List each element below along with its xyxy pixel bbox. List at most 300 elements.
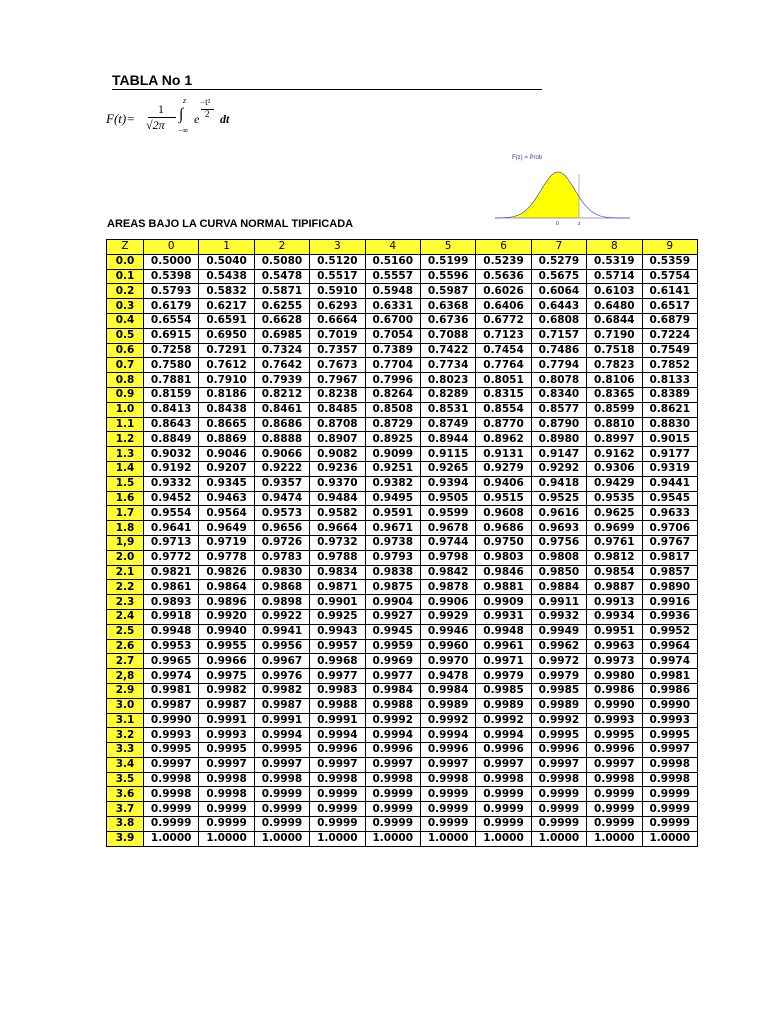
table-cell: 0.8962 <box>476 432 531 447</box>
table-cell: 0.9706 <box>642 521 697 536</box>
table-cell: 0.9994 <box>476 728 531 743</box>
row-z-value: 2.4 <box>107 609 144 624</box>
column-header-9: 9 <box>642 240 697 255</box>
table-cell: 0.9980 <box>587 669 642 684</box>
table-cell: 0.9996 <box>310 743 365 758</box>
table-cell: 0.9997 <box>365 757 420 772</box>
table-cell: 0.9998 <box>587 772 642 787</box>
row-z-value: 1.1 <box>107 417 144 432</box>
table-cell: 0.9998 <box>476 772 531 787</box>
table-cell: 0.9099 <box>365 447 420 462</box>
table-cell: 0.9952 <box>642 624 697 639</box>
table-cell: 0.9999 <box>420 787 475 802</box>
table-cell: 0.9015 <box>642 432 697 447</box>
table-cell: 0.9948 <box>144 624 199 639</box>
table-cell: 0.9995 <box>642 728 697 743</box>
table-row <box>107 447 698 462</box>
table-cell: 0.9999 <box>642 802 697 817</box>
table-cell: 0.5948 <box>365 284 420 299</box>
row-z-value: 3.3 <box>107 743 144 758</box>
table-cell: 0.9916 <box>642 595 697 610</box>
table-cell: 0.6443 <box>531 299 586 314</box>
row-z-value: 3.7 <box>107 802 144 817</box>
table-cell: 0.9990 <box>144 713 199 728</box>
table-cell: 0.9998 <box>254 772 309 787</box>
table-cell: 0.9969 <box>365 654 420 669</box>
table-cell: 0.9998 <box>365 772 420 787</box>
table-cell: 0.9554 <box>144 506 199 521</box>
table-cell: 0.9996 <box>476 743 531 758</box>
table-cell: 0.9999 <box>144 802 199 817</box>
table-cell: 0.9474 <box>254 491 309 506</box>
table-cell: 0.9985 <box>531 683 586 698</box>
table-cell: 0.9982 <box>199 683 254 698</box>
table-cell: 0.7224 <box>642 328 697 343</box>
table-cell: 0.9964 <box>642 639 697 654</box>
table-cell: 0.9625 <box>587 506 642 521</box>
table-cell: 0.9854 <box>587 565 642 580</box>
table-cell: 0.9306 <box>587 461 642 476</box>
table-cell: 0.9994 <box>310 728 365 743</box>
table-cell: 0.7518 <box>587 343 642 358</box>
table-cell: 0.8212 <box>254 387 309 402</box>
table-cell: 0.9525 <box>531 491 586 506</box>
table-cell: 0.9993 <box>642 713 697 728</box>
table-cell: 0.9991 <box>199 713 254 728</box>
table-cell: 0.9573 <box>254 506 309 521</box>
table-cell: 0.9968 <box>310 654 365 669</box>
table-cell: 0.9999 <box>420 802 475 817</box>
table-cell: 0.9887 <box>587 580 642 595</box>
table-cell: 0.9989 <box>476 698 531 713</box>
table-cell: 0.9999 <box>587 802 642 817</box>
table-cell: 0.9999 <box>587 817 642 832</box>
table-cell: 0.9929 <box>420 609 475 624</box>
table-cell: 0.9999 <box>310 802 365 817</box>
table-cell: 0.8186 <box>199 387 254 402</box>
table-cell: 0.9970 <box>420 654 475 669</box>
table-cell: 0.9920 <box>199 609 254 624</box>
table-cell: 0.6879 <box>642 313 697 328</box>
table-cell: 0.6406 <box>476 299 531 314</box>
table-cell: 0.9967 <box>254 654 309 669</box>
table-cell: 0.7324 <box>254 343 309 358</box>
table-cell: 0.9878 <box>420 580 475 595</box>
table-cell: 0.9868 <box>254 580 309 595</box>
table-cell: 0.9817 <box>642 550 697 565</box>
table-row <box>107 757 698 772</box>
table-cell: 0.5319 <box>587 254 642 269</box>
table-cell: 1.0000 <box>144 831 199 846</box>
table-cell: 0.7123 <box>476 328 531 343</box>
table-cell: 0.8078 <box>531 373 586 388</box>
table-cell: 0.9999 <box>365 817 420 832</box>
column-header-6: 6 <box>476 240 531 255</box>
table-cell: 0.9999 <box>587 787 642 802</box>
table-cell: 0.5000 <box>144 254 199 269</box>
table-cell: 0.7580 <box>144 358 199 373</box>
table-cell: 1.0000 <box>476 831 531 846</box>
table-cell: 0.7764 <box>476 358 531 373</box>
table-cell: 0.9931 <box>476 609 531 624</box>
table-cell: 0.9767 <box>642 535 697 550</box>
table-cell: 0.6700 <box>365 313 420 328</box>
table-cell: 0.9927 <box>365 609 420 624</box>
table-cell: 0.6554 <box>144 313 199 328</box>
table-row <box>107 565 698 580</box>
formula-differential: dt <box>220 112 230 126</box>
table-cell: 0.5080 <box>254 254 309 269</box>
table-cell: 0.7157 <box>531 328 586 343</box>
table-cell: 0.9963 <box>587 639 642 654</box>
table-cell: 0.9996 <box>587 743 642 758</box>
table-cell: 0.9999 <box>420 817 475 832</box>
table-cell: 0.8106 <box>587 373 642 388</box>
table-cell: 0.9699 <box>587 521 642 536</box>
formula-base: e <box>194 112 200 126</box>
formula-exponent-denominator: 2 <box>205 109 210 119</box>
table-cell: 0.9971 <box>476 654 531 669</box>
table-cell: 0.9999 <box>642 817 697 832</box>
table-cell: 0.9671 <box>365 521 420 536</box>
table-cell: 0.5557 <box>365 269 420 284</box>
table-cell: 0.8340 <box>531 387 586 402</box>
table-cell: 0.7823 <box>587 358 642 373</box>
table-cell: 0.9236 <box>310 461 365 476</box>
table-cell: 0.9192 <box>144 461 199 476</box>
table-cell: 0.9999 <box>144 817 199 832</box>
table-row <box>107 299 698 314</box>
table-cell: 0.7910 <box>199 373 254 388</box>
table-cell: 0.6179 <box>144 299 199 314</box>
table-cell: 0.9993 <box>199 728 254 743</box>
table-cell: 0.9996 <box>365 743 420 758</box>
table-cell: 0.8508 <box>365 402 420 417</box>
table-cell: 0.5987 <box>420 284 475 299</box>
table-cell: 0.9990 <box>587 698 642 713</box>
table-cell: 0.9981 <box>642 669 697 684</box>
row-z-value: 3.5 <box>107 772 144 787</box>
table-cell: 0.9988 <box>365 698 420 713</box>
table-cell: 0.8749 <box>420 417 475 432</box>
table-cell: 0.9591 <box>365 506 420 521</box>
row-z-value: 2.5 <box>107 624 144 639</box>
table-cell: 0.8686 <box>254 417 309 432</box>
table-cell: 0.9975 <box>199 669 254 684</box>
table-row <box>107 269 698 284</box>
table-cell: 0.9901 <box>310 595 365 610</box>
table-cell: 0.9046 <box>199 447 254 462</box>
table-cell: 0.9984 <box>420 683 475 698</box>
table-cell: 1.0000 <box>254 831 309 846</box>
table-cell: 0.9418 <box>531 476 586 491</box>
table-cell: 0.9956 <box>254 639 309 654</box>
row-z-value: 1.0 <box>107 402 144 417</box>
table-cell: 0.9842 <box>420 565 475 580</box>
table-cell: 0.9484 <box>310 491 365 506</box>
table-cell: 0.8554 <box>476 402 531 417</box>
table-cell: 0.9732 <box>310 535 365 550</box>
table-cell: 0.6664 <box>310 313 365 328</box>
table-row <box>107 817 698 832</box>
table-cell: 0.7881 <box>144 373 199 388</box>
table-cell: 0.8315 <box>476 387 531 402</box>
table-cell: 0.9940 <box>199 624 254 639</box>
table-cell: 0.9999 <box>642 787 697 802</box>
table-row <box>107 535 698 550</box>
table-row <box>107 328 698 343</box>
formula-lhs: F(t)= <box>106 111 135 126</box>
table-cell: 0.9719 <box>199 535 254 550</box>
table-cell: 0.7734 <box>420 358 475 373</box>
table-row <box>107 550 698 565</box>
table-cell: 0.9783 <box>254 550 309 565</box>
table-cell: 0.9726 <box>254 535 309 550</box>
table-cell: 0.6255 <box>254 299 309 314</box>
table-cell: 0.9945 <box>365 624 420 639</box>
table-cell: 0.9995 <box>587 728 642 743</box>
table-cell: 0.9545 <box>642 491 697 506</box>
table-row <box>107 698 698 713</box>
table-cell: 0.9999 <box>254 802 309 817</box>
row-z-value: 3.2 <box>107 728 144 743</box>
table-cell: 0.9997 <box>642 743 697 758</box>
column-header-7: 7 <box>531 240 586 255</box>
table-cell: 0.9992 <box>476 713 531 728</box>
table-cell: 0.9664 <box>310 521 365 536</box>
table-cell: 0.6103 <box>587 284 642 299</box>
table-cell: 0.9955 <box>199 639 254 654</box>
table-cell: 0.9998 <box>144 787 199 802</box>
table-cell: 0.9998 <box>642 772 697 787</box>
table-cell: 0.5871 <box>254 284 309 299</box>
table-cell: 0.6591 <box>199 313 254 328</box>
table-cell: 0.8159 <box>144 387 199 402</box>
table-cell: 0.9972 <box>531 654 586 669</box>
column-header-2: 2 <box>254 240 309 255</box>
table-cell: 0.7422 <box>420 343 475 358</box>
table-cell: 0.9515 <box>476 491 531 506</box>
figure-caption: F(z) = Prob <box>512 155 543 161</box>
table-cell: 0.9495 <box>365 491 420 506</box>
table-cell: 0.9995 <box>199 743 254 758</box>
table-row <box>107 343 698 358</box>
row-z-value: 1.8 <box>107 521 144 536</box>
table-cell: 0.9977 <box>310 669 365 684</box>
table-cell: 0.9984 <box>365 683 420 698</box>
table-cell: 0.9943 <box>310 624 365 639</box>
tick-label-0: 0 <box>556 221 559 227</box>
table-cell: 0.9932 <box>531 609 586 624</box>
table-row <box>107 728 698 743</box>
table-cell: 0.7673 <box>310 358 365 373</box>
table-cell: 0.9032 <box>144 447 199 462</box>
table-cell: 0.9965 <box>144 654 199 669</box>
table-cell: 0.6026 <box>476 284 531 299</box>
table-row <box>107 787 698 802</box>
row-z-value: 3.8 <box>107 817 144 832</box>
table-cell: 0.6736 <box>420 313 475 328</box>
table-cell: 0.6141 <box>642 284 697 299</box>
table-cell: 0.9979 <box>476 669 531 684</box>
table-cell: 0.9906 <box>420 595 475 610</box>
table-cell: 0.8531 <box>420 402 475 417</box>
table-cell: 0.9987 <box>199 698 254 713</box>
table-cell: 0.9974 <box>642 654 697 669</box>
table-cell: 0.7486 <box>531 343 586 358</box>
row-z-value: 2.9 <box>107 683 144 698</box>
table-row <box>107 373 698 388</box>
table-cell: 0.9788 <box>310 550 365 565</box>
table-cell: 0.9999 <box>531 787 586 802</box>
table-cell: 0.8944 <box>420 432 475 447</box>
column-header-4: 4 <box>365 240 420 255</box>
table-cell: 0.9147 <box>531 447 586 462</box>
row-z-value: 1.5 <box>107 476 144 491</box>
table-cell: 0.9406 <box>476 476 531 491</box>
table-cell: 0.9861 <box>144 580 199 595</box>
table-cell: 0.5279 <box>531 254 586 269</box>
table-title: AREAS BAJO LA CURVA NORMAL TIPIFICADA <box>107 218 354 230</box>
table-cell: 0.9332 <box>144 476 199 491</box>
table-cell: 0.9962 <box>531 639 586 654</box>
formula-lower-limit: −∞ <box>178 126 189 135</box>
table-cell: 0.9616 <box>531 506 586 521</box>
table-cell: 0.9808 <box>531 550 586 565</box>
table-cell: 0.9066 <box>254 447 309 462</box>
table-cell: 0.8997 <box>587 432 642 447</box>
table-cell: 0.6517 <box>642 299 697 314</box>
table-cell: 0.9973 <box>587 654 642 669</box>
table-cell: 0.5793 <box>144 284 199 299</box>
table-row <box>107 595 698 610</box>
table-cell: 0.6480 <box>587 299 642 314</box>
table-cell: 0.8849 <box>144 432 199 447</box>
normal-curve-figure <box>495 152 630 227</box>
row-z-value: 0.5 <box>107 328 144 343</box>
table-cell: 0.9951 <box>587 624 642 639</box>
table-row <box>107 713 698 728</box>
header-z: Z <box>107 240 144 255</box>
table-row <box>107 669 698 684</box>
table-cell: 0.8133 <box>642 373 697 388</box>
table-cell: 0.6985 <box>254 328 309 343</box>
table-cell: 0.8461 <box>254 402 309 417</box>
table-row <box>107 654 698 669</box>
table-row <box>107 609 698 624</box>
table-cell: 0.8023 <box>420 373 475 388</box>
table-cell: 0.9463 <box>199 491 254 506</box>
table-cell: 0.9904 <box>365 595 420 610</box>
table-cell: 0.9974 <box>144 669 199 684</box>
row-z-value: 2.3 <box>107 595 144 610</box>
table-cell: 0.6293 <box>310 299 365 314</box>
table-row <box>107 402 698 417</box>
table-cell: 0.9478 <box>420 669 475 684</box>
table-cell: 0.9875 <box>365 580 420 595</box>
column-header-1: 1 <box>199 240 254 255</box>
table-cell: 0.9911 <box>531 595 586 610</box>
table-cell: 0.9319 <box>642 461 697 476</box>
table-cell: 0.9995 <box>254 743 309 758</box>
table-cell: 0.9989 <box>531 698 586 713</box>
table-cell: 0.9222 <box>254 461 309 476</box>
table-cell: 0.7054 <box>365 328 420 343</box>
table-cell: 0.9834 <box>310 565 365 580</box>
table-cell: 0.9292 <box>531 461 586 476</box>
table-cell: 1.0000 <box>199 831 254 846</box>
page-title: TABLA No 1 <box>112 72 542 90</box>
table-cell: 0.5120 <box>310 254 365 269</box>
table-cell: 0.9871 <box>310 580 365 595</box>
table-cell: 0.9999 <box>476 817 531 832</box>
table-row <box>107 521 698 536</box>
table-cell: 0.8599 <box>587 402 642 417</box>
table-cell: 1.0000 <box>310 831 365 846</box>
table-cell: 0.9987 <box>144 698 199 713</box>
table-cell: 0.5832 <box>199 284 254 299</box>
table-cell: 0.9738 <box>365 535 420 550</box>
table-cell: 0.9778 <box>199 550 254 565</box>
table-cell: 0.6950 <box>199 328 254 343</box>
curve-area-fill <box>495 172 579 218</box>
table-cell: 0.5675 <box>531 269 586 284</box>
table-cell: 0.9207 <box>199 461 254 476</box>
table-cell: 0.9948 <box>476 624 531 639</box>
table-cell: 0.9838 <box>365 565 420 580</box>
table-cell: 0.9985 <box>476 683 531 698</box>
table-cell: 0.9936 <box>642 609 697 624</box>
row-z-value: 1.3 <box>107 447 144 462</box>
table-cell: 0.9177 <box>642 447 697 462</box>
table-cell: 0.9997 <box>199 757 254 772</box>
table-cell: 0.9713 <box>144 535 199 550</box>
table-cell: 0.6844 <box>587 313 642 328</box>
table-cell: 0.5517 <box>310 269 365 284</box>
table-cell: 0.9990 <box>642 698 697 713</box>
table-cell: 0.7852 <box>642 358 697 373</box>
table-cell: 0.9082 <box>310 447 365 462</box>
table-cell: 0.8485 <box>310 402 365 417</box>
table-cell: 0.9693 <box>531 521 586 536</box>
column-header-0: 0 <box>144 240 199 255</box>
table-cell: 0.9345 <box>199 476 254 491</box>
table-row <box>107 284 698 299</box>
table-cell: 0.5478 <box>254 269 309 284</box>
table-cell: 0.8729 <box>365 417 420 432</box>
table-cell: 0.7088 <box>420 328 475 343</box>
table-row <box>107 683 698 698</box>
table-cell: 0.8643 <box>144 417 199 432</box>
table-cell: 0.9988 <box>310 698 365 713</box>
table-row <box>107 432 698 447</box>
table-cell: 0.9960 <box>420 639 475 654</box>
table-cell: 0.9909 <box>476 595 531 610</box>
table-cell: 0.9989 <box>420 698 475 713</box>
table-cell: 0.9633 <box>642 506 697 521</box>
table-cell: 0.7967 <box>310 373 365 388</box>
table-row <box>107 358 698 373</box>
table-cell: 0.9798 <box>420 550 475 565</box>
table-cell: 0.9994 <box>254 728 309 743</box>
table-cell: 0.9996 <box>420 743 475 758</box>
row-z-value: 3.9 <box>107 831 144 846</box>
table-cell: 0.9992 <box>531 713 586 728</box>
table-cell: 0.9115 <box>420 447 475 462</box>
table-row <box>107 461 698 476</box>
table-cell: 0.9997 <box>587 757 642 772</box>
table-cell: 0.9505 <box>420 491 475 506</box>
